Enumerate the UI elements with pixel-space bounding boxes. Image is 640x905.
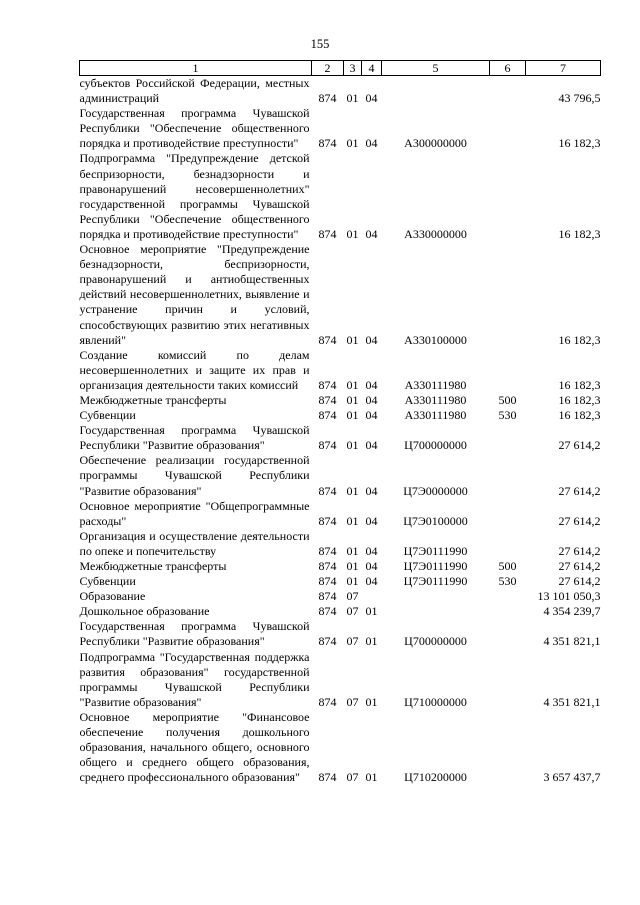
- row-section: 07: [346, 634, 359, 649]
- header-col-7: 7: [526, 61, 601, 76]
- row-name: Государственная программа Чувашской Республики "Обеспечение общественного порядка и противодействие преступности": [79, 106, 310, 151]
- row-name: Подпрограмма "Предупреждение детской беспризорности, безнадзорности и правонарушений несовершеннолетних" государственной программы Чувашской Республики "Обеспечение общественного порядка и противодействие преступности": [79, 151, 310, 241]
- table-row: [80, 106, 601, 151]
- row-expense-type: [490, 619, 526, 649]
- row-expense-type: [490, 499, 526, 529]
- row-target-article: Ц7Э0111990: [403, 559, 468, 573]
- header-col-1: 1: [80, 61, 312, 76]
- row-amount: 27 614,2: [558, 543, 601, 558]
- header-col-3: 3: [344, 61, 362, 76]
- row-target-article: Ц7Э0111990: [403, 574, 468, 589]
- row-section: 01: [346, 438, 359, 453]
- table-row: [80, 559, 601, 574]
- row-expense-type: [490, 242, 526, 348]
- row-amount: 27 614,2: [558, 513, 601, 528]
- row-expense-type: [490, 710, 526, 785]
- row-amount: 4 351 821,1: [543, 694, 601, 709]
- row-code: 874: [318, 770, 337, 785]
- row-name: Подпрограмма "Государственная поддержка развития образования" государственной программы Чувашской Республики "Развитие образования": [79, 649, 310, 709]
- row-amount: 13 101 050,3: [537, 589, 601, 604]
- row-subsection: 04: [365, 408, 378, 423]
- row-expense-type: [490, 348, 526, 393]
- row-target-article: Ц7Э0111990: [403, 543, 468, 558]
- row-name: Субвенции: [79, 408, 136, 423]
- table-body: [80, 76, 601, 786]
- row-section: 01: [346, 543, 359, 558]
- row-section: 01: [346, 332, 359, 347]
- row-subsection: 04: [365, 559, 378, 573]
- table-row: [80, 408, 601, 423]
- row-code: 874: [318, 332, 337, 347]
- row-target-article: [382, 76, 490, 107]
- row-section: 01: [346, 392, 359, 407]
- row-code: 874: [318, 604, 337, 619]
- row-code: 874: [318, 377, 337, 392]
- row-code: 874: [318, 694, 337, 709]
- table-row: [80, 529, 601, 559]
- row-subsection: 04: [365, 483, 378, 498]
- row-code: 874: [318, 589, 337, 604]
- row-expense-type: [490, 650, 526, 710]
- table-row: [80, 619, 601, 649]
- row-subsection: 04: [365, 574, 378, 589]
- row-name: Основное мероприятие "Общепрограммные расходы": [79, 498, 310, 528]
- row-code: 874: [318, 91, 337, 106]
- row-target-article: Ц700000000: [404, 634, 467, 649]
- row-subsection: 04: [365, 543, 378, 558]
- row-target-article: Ц7Э0100000: [403, 513, 468, 528]
- table-row: [80, 393, 601, 408]
- table-header: [80, 61, 601, 76]
- row-section: 01: [346, 574, 359, 589]
- row-name: Межбюджетные трансферты: [79, 559, 227, 573]
- row-name: Межбюджетные трансферты: [79, 392, 227, 407]
- row-amount: 16 182,3: [558, 392, 601, 407]
- row-subsection: 01: [365, 694, 378, 709]
- row-target-article: [382, 604, 490, 619]
- table-row: [80, 453, 601, 498]
- row-expense-type: [490, 106, 526, 151]
- table-row: [80, 574, 601, 589]
- row-name: Обеспечение реализации государственной программы Чувашской Республики "Развитие образования": [79, 453, 310, 498]
- row-subsection: 04: [365, 91, 378, 106]
- table-row: [80, 76, 601, 107]
- header-col-2: 2: [312, 61, 344, 76]
- row-name: Государственная программа Чувашской Республики "Развитие образования": [79, 423, 310, 453]
- row-section: 01: [346, 483, 359, 498]
- row-section: 01: [346, 91, 359, 106]
- row-amount: 16 182,3: [558, 408, 601, 423]
- row-expense-type: [490, 589, 526, 604]
- row-section: 01: [346, 513, 359, 528]
- row-amount: 4 351 821,1: [543, 634, 601, 649]
- row-target-article: Ц7Э0000000: [403, 483, 468, 498]
- row-section: 07: [346, 589, 359, 604]
- row-name: Субвенции: [79, 574, 136, 589]
- row-name: Создание комиссий по делам несовершеннолетних и защите их прав и организация деятельности таких комиссий: [79, 347, 310, 392]
- table-row: [80, 604, 601, 619]
- row-subsection: 04: [365, 332, 378, 347]
- row-expense-type: 500: [498, 392, 517, 407]
- row-code: 874: [318, 634, 337, 649]
- row-amount: 27 614,2: [558, 559, 601, 573]
- row-code: 874: [318, 408, 337, 423]
- row-target-article: А330111980: [404, 408, 467, 423]
- row-target-article: А330000000: [404, 226, 467, 241]
- header-row: [80, 61, 601, 76]
- row-expense-type: [490, 453, 526, 498]
- row-subsection: 04: [365, 392, 378, 407]
- row-expense-type: 500: [498, 559, 517, 573]
- header-col-5: 5: [382, 61, 490, 76]
- row-expense-type: 530: [498, 408, 517, 423]
- row-amount: 16 182,3: [558, 226, 601, 241]
- row-name: Организация и осуществление деятельности по опеке и попечительству: [79, 528, 310, 558]
- row-code: 874: [318, 513, 337, 528]
- row-subsection: 04: [365, 226, 378, 241]
- row-amount: 16 182,3: [558, 136, 601, 151]
- row-expense-type: [490, 604, 526, 619]
- row-name: Образование: [79, 589, 146, 604]
- row-subsection: 04: [365, 513, 378, 528]
- row-code: 874: [318, 574, 337, 589]
- row-section: 07: [346, 604, 359, 619]
- row-subsection: 01: [365, 770, 378, 785]
- table-row: [80, 499, 601, 529]
- row-subsection: 04: [365, 136, 378, 151]
- row-section: 01: [346, 377, 359, 392]
- table-row: [80, 650, 601, 710]
- row-expense-type: [490, 151, 526, 242]
- row-expense-type: 530: [498, 574, 517, 589]
- row-code: 874: [318, 438, 337, 453]
- row-expense-type: [490, 529, 526, 559]
- row-code: 874: [318, 543, 337, 558]
- row-amount: 27 614,2: [558, 574, 601, 589]
- row-section: 07: [346, 694, 359, 709]
- row-subsection: 04: [365, 438, 378, 453]
- row-section: 07: [346, 770, 359, 785]
- table-row: [80, 242, 601, 348]
- table-row: [80, 348, 601, 393]
- row-target-article: Ц710000000: [404, 694, 467, 709]
- row-subsection: 04: [365, 377, 378, 392]
- row-section: 01: [346, 559, 359, 573]
- row-expense-type: [490, 76, 526, 107]
- row-name: Государственная программа Чувашской Республики "Развитие образования": [79, 619, 310, 649]
- row-amount: 4 354 239,7: [543, 604, 601, 619]
- budget-table: [79, 60, 601, 785]
- row-code: 874: [318, 559, 337, 573]
- row-amount: 3 657 437,7: [543, 770, 601, 785]
- row-name: субъектов Российской Федерации, местных администраций: [79, 76, 310, 106]
- row-code: 874: [318, 136, 337, 151]
- table-row: [80, 710, 601, 785]
- row-name: Дошкольное образование: [79, 604, 210, 619]
- row-code: 874: [318, 483, 337, 498]
- row-section: 01: [346, 226, 359, 241]
- row-subsection: [362, 589, 382, 604]
- row-subsection: 01: [365, 604, 378, 619]
- row-target-article: А330111980: [404, 377, 467, 392]
- table-row: [80, 151, 601, 242]
- row-target-article: Ц710200000: [404, 770, 467, 785]
- row-amount: 16 182,3: [558, 377, 601, 392]
- row-name: Основное мероприятие "Предупреждение безнадзорности, беспризорности, правонарушений и антиобщественных действий несовершеннолетних, выявление и устранение причин и условий, способствующих развитию этих негативных явлений": [79, 242, 310, 347]
- row-name: Основное мероприятие "Финансовое обеспечение получения дошкольного образования, начального общего, основного общего и среднего общего образования, среднего профессионального образования": [79, 709, 310, 785]
- row-target-article: [382, 589, 490, 604]
- row-target-article: А330100000: [404, 332, 467, 347]
- row-target-article: А300000000: [404, 136, 467, 151]
- row-section: 01: [346, 408, 359, 423]
- row-code: 874: [318, 226, 337, 241]
- row-amount: 27 614,2: [558, 438, 601, 453]
- row-target-article: Ц700000000: [404, 438, 467, 453]
- page-number: 155: [310, 37, 330, 51]
- row-expense-type: [490, 423, 526, 453]
- row-section: 01: [346, 136, 359, 151]
- row-amount: 43 796,5: [558, 91, 601, 106]
- table-row: [80, 589, 601, 604]
- row-amount: 16 182,3: [558, 332, 601, 347]
- row-amount: 27 614,2: [558, 483, 601, 498]
- header-col-6: 6: [490, 61, 526, 76]
- row-code: 874: [318, 392, 337, 407]
- header-col-4: 4: [362, 61, 382, 76]
- table-row: [80, 423, 601, 453]
- row-subsection: 01: [365, 634, 378, 649]
- row-target-article: А330111980: [404, 392, 467, 407]
